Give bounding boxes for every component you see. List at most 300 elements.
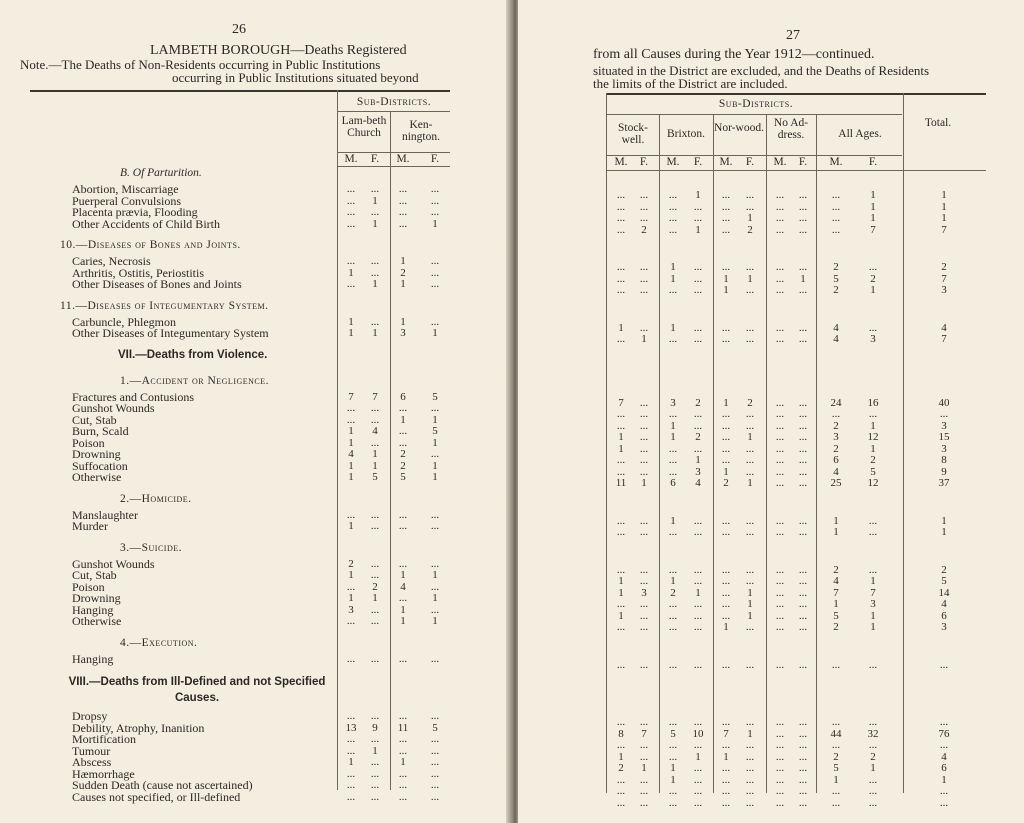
value-cell: ... xyxy=(346,183,356,195)
value-cell: 1 xyxy=(400,278,406,290)
value-cell: ... xyxy=(639,272,649,285)
value-cell: ... xyxy=(616,773,626,786)
value-cell: ... xyxy=(668,526,678,538)
value-cell: 1 xyxy=(432,459,438,472)
value-cell: 1 xyxy=(870,284,876,296)
note-line-2: occurring in Public Institutions situated beyond xyxy=(172,70,419,85)
value-cell: 2 xyxy=(833,442,839,455)
value-cell: ... xyxy=(775,563,785,576)
value-cell: ... xyxy=(616,465,626,478)
value-cell: 1 xyxy=(618,431,624,443)
value-cell: ... xyxy=(798,419,808,432)
row-label: Poison xyxy=(72,579,105,594)
value-cell: 1 xyxy=(372,327,378,339)
value-cell: 1 xyxy=(723,272,729,285)
value-cell: ... xyxy=(668,223,678,236)
total-cell: 40 xyxy=(938,396,950,409)
value-cell: 4 xyxy=(372,425,378,437)
value-cell: ... xyxy=(430,756,440,768)
value-cell: ... xyxy=(639,563,649,576)
value-cell: 1 xyxy=(870,762,876,774)
value-cell: 13 xyxy=(345,721,357,734)
value-cell: ... xyxy=(616,408,626,420)
value-cell: 1 xyxy=(747,586,753,599)
value-cell: ... xyxy=(693,716,703,728)
value-cell: ... xyxy=(430,315,440,328)
value-cell: 1 xyxy=(372,217,378,230)
value-cell: ... xyxy=(745,200,755,213)
value-cell: ... xyxy=(346,580,356,593)
total-cell: 1 xyxy=(941,200,947,213)
total-cell: 2 xyxy=(941,563,947,576)
value-cell: 1 xyxy=(870,189,876,201)
value-cell: 2 xyxy=(695,396,701,409)
value-cell: ... xyxy=(616,261,626,273)
value-cell: 1 xyxy=(400,603,406,616)
value-cell: ... xyxy=(798,750,808,763)
total-cell: 4 xyxy=(941,321,947,334)
value-cell: ... xyxy=(775,261,785,273)
value-cell: 5 xyxy=(833,272,839,285)
value-cell: ... xyxy=(693,212,703,224)
value-cell: ... xyxy=(798,477,808,489)
value-cell: 4 xyxy=(348,448,354,460)
value-cell: ... xyxy=(721,431,731,443)
value-cell: ... xyxy=(775,333,785,345)
value-cell: ... xyxy=(745,333,755,345)
value-cell: ... xyxy=(430,194,440,207)
value-cell: ... xyxy=(798,333,808,345)
value-cell: ... xyxy=(721,321,731,334)
value-cell: ... xyxy=(668,212,678,224)
value-cell: ... xyxy=(398,217,408,230)
value-cell: ... xyxy=(745,442,755,455)
value-cell: ... xyxy=(346,508,356,521)
row-label: Hanging xyxy=(72,602,114,617)
value-cell: ... xyxy=(775,739,785,751)
value-cell: ... xyxy=(775,223,785,236)
total-cell: 14 xyxy=(938,586,950,599)
value-cell: ... xyxy=(668,563,678,576)
value-cell: ... xyxy=(831,200,841,213)
value-cell: ... xyxy=(346,255,356,267)
value-cell: 1 xyxy=(670,272,676,285)
value-cell: ... xyxy=(639,773,649,786)
value-cell: 2 xyxy=(747,223,753,236)
value-cell: ... xyxy=(370,615,380,627)
value-cell: ... xyxy=(868,785,878,797)
total-cell: 3 xyxy=(941,442,947,455)
value-cell: ... xyxy=(639,442,649,455)
value-cell: ... xyxy=(430,508,440,521)
total-cell: ... xyxy=(939,739,949,751)
value-cell: ... xyxy=(798,431,808,443)
value-cell: 1 xyxy=(372,194,378,207)
table-row xyxy=(518,284,1024,297)
value-cell: 1 xyxy=(618,586,624,599)
value-cell: ... xyxy=(798,609,808,622)
value-cell: 9 xyxy=(372,721,378,734)
value-cell: 1 xyxy=(695,223,701,236)
section-heading: 4.—Execution. xyxy=(120,636,198,649)
value-cell: ... xyxy=(370,183,380,195)
page-number: 27 xyxy=(786,28,800,43)
value-cell: ... xyxy=(616,526,626,538)
value-cell: ... xyxy=(668,333,678,345)
value-cell: ... xyxy=(745,716,755,728)
table-row xyxy=(72,615,452,628)
value-cell: 2 xyxy=(833,284,839,296)
total-cell: 1 xyxy=(941,514,947,527)
value-cell: ... xyxy=(868,321,878,334)
table-row xyxy=(72,327,452,340)
value-cell: 1 xyxy=(618,750,624,763)
value-cell: ... xyxy=(693,321,703,334)
value-cell: ... xyxy=(798,727,808,740)
value-cell: ... xyxy=(398,733,408,745)
value-cell: ... xyxy=(616,658,626,671)
value-cell: ... xyxy=(430,557,440,570)
value-cell: ... xyxy=(721,563,731,576)
total-cell: 5 xyxy=(941,575,947,587)
value-cell: ... xyxy=(775,396,785,409)
value-cell: 1 xyxy=(870,212,876,224)
value-cell: ... xyxy=(745,563,755,576)
value-cell: ... xyxy=(831,223,841,236)
row-label: Burn, Scald xyxy=(72,424,129,438)
value-cell: ... xyxy=(430,790,440,803)
value-cell: 5 xyxy=(372,471,378,483)
total-cell: 4 xyxy=(941,598,947,610)
value-cell: ... xyxy=(693,762,703,774)
value-cell: ... xyxy=(398,710,408,722)
value-cell: ... xyxy=(831,785,841,797)
total-cell: 1 xyxy=(941,212,947,224)
value-cell: ... xyxy=(745,575,755,587)
value-cell: ... xyxy=(721,762,731,774)
value-cell: ... xyxy=(721,261,731,273)
value-cell: 2 xyxy=(870,750,876,763)
value-cell: 1 xyxy=(348,569,354,581)
value-cell: 1 xyxy=(747,212,753,224)
mf-header: F. xyxy=(693,156,703,168)
value-cell: 1 xyxy=(670,321,676,334)
value-cell: ... xyxy=(398,779,408,791)
total-cell: ... xyxy=(939,785,949,797)
value-cell: 3 xyxy=(641,586,647,599)
value-cell: ... xyxy=(693,419,703,432)
value-cell: ... xyxy=(370,315,380,328)
value-cell: ... xyxy=(831,796,841,809)
row-label: Cut, Stab xyxy=(72,568,117,582)
value-cell: ... xyxy=(798,284,808,296)
value-cell: ... xyxy=(398,402,408,414)
value-cell: ... xyxy=(668,658,678,671)
value-cell: ... xyxy=(745,454,755,466)
value-cell: ... xyxy=(745,526,755,538)
value-cell: 3 xyxy=(870,598,876,610)
table-row xyxy=(72,471,452,484)
value-cell: 5 xyxy=(870,465,876,478)
value-cell: ... xyxy=(775,477,785,489)
right-page xyxy=(518,0,1024,823)
value-cell: 1 xyxy=(833,526,839,538)
row-label: Otherwise xyxy=(72,470,122,484)
value-cell: 1 xyxy=(348,315,354,328)
table-row xyxy=(72,218,452,231)
row-label: Otherwise xyxy=(72,614,122,628)
value-cell: ... xyxy=(775,762,785,774)
value-cell: 25 xyxy=(830,477,842,489)
value-cell: ... xyxy=(639,739,649,751)
value-cell: ... xyxy=(430,266,440,279)
value-cell: ... xyxy=(798,762,808,774)
value-cell: ... xyxy=(693,514,703,527)
value-cell: ... xyxy=(798,223,808,236)
value-cell: ... xyxy=(775,454,785,466)
value-cell: ... xyxy=(775,442,785,455)
value-cell: 4 xyxy=(833,333,839,345)
value-cell: 1 xyxy=(432,413,438,426)
mf-header: F. xyxy=(430,153,440,165)
row-label: Abortion, Miscarriage xyxy=(72,182,179,196)
value-cell: 1 xyxy=(432,569,438,581)
value-cell: ... xyxy=(370,255,380,267)
value-cell: ... xyxy=(639,750,649,763)
value-cell: 7 xyxy=(348,390,354,403)
group-header: Brixton. xyxy=(666,128,705,140)
value-cell: 1 xyxy=(670,773,676,786)
value-cell: 1 xyxy=(833,514,839,527)
value-cell: ... xyxy=(370,557,380,570)
value-cell: ... xyxy=(430,603,440,616)
value-cell: 1 xyxy=(695,750,701,763)
value-cell: ... xyxy=(639,785,649,797)
rule xyxy=(338,111,450,112)
value-cell: ... xyxy=(639,189,649,201)
row-label: Placenta prævia, Flooding xyxy=(72,205,198,219)
value-cell: 3 xyxy=(400,327,406,339)
value-cell: ... xyxy=(798,200,808,213)
value-cell: ... xyxy=(668,739,678,751)
value-cell: 7 xyxy=(372,390,378,403)
value-cell: ... xyxy=(693,739,703,751)
value-cell: ... xyxy=(639,526,649,538)
section-heading: 2.—Homicide. xyxy=(120,492,192,505)
mf-header: F. xyxy=(798,156,808,168)
value-cell: 1 xyxy=(432,436,438,449)
value-cell: ... xyxy=(798,658,808,671)
value-cell: 4 xyxy=(400,580,406,593)
mf-header: M. xyxy=(829,156,843,168)
value-cell: 1 xyxy=(400,569,406,581)
value-cell: 1 xyxy=(870,575,876,587)
value-cell: ... xyxy=(868,408,878,420)
row-label: Caries, Necrosis xyxy=(72,254,151,268)
value-cell: ... xyxy=(346,744,356,757)
value-cell: ... xyxy=(831,658,841,671)
row-label: Drowning xyxy=(72,591,121,605)
value-cell: ... xyxy=(721,212,731,224)
value-cell: ... xyxy=(430,402,440,414)
value-cell: ... xyxy=(721,514,731,527)
value-cell: ... xyxy=(798,396,808,409)
row-label: Other Accidents of Child Birth xyxy=(72,216,220,231)
total-cell: 9 xyxy=(941,465,947,478)
total-cell: ... xyxy=(939,716,949,728)
value-cell: 1 xyxy=(723,621,729,633)
rule xyxy=(606,170,986,171)
value-cell: ... xyxy=(693,563,703,576)
value-cell: ... xyxy=(398,425,408,437)
value-cell: ... xyxy=(693,598,703,610)
total-cell: 37 xyxy=(938,477,950,489)
value-cell: ... xyxy=(693,785,703,797)
value-cell: ... xyxy=(430,183,440,195)
value-cell: 11 xyxy=(615,477,627,489)
row-label: Other Diseases of Bones and Joints xyxy=(72,277,242,291)
value-cell: ... xyxy=(370,652,380,665)
value-cell: ... xyxy=(775,586,785,599)
value-cell: 1 xyxy=(372,278,378,290)
value-cell: 4 xyxy=(833,575,839,587)
value-cell: ... xyxy=(398,194,408,207)
value-cell: 1 xyxy=(400,315,406,328)
value-cell: 1 xyxy=(432,592,438,604)
value-cell: 7 xyxy=(618,396,624,409)
table-row xyxy=(518,224,1024,237)
value-cell: ... xyxy=(668,750,678,763)
row-label: Dropsy xyxy=(72,709,108,723)
value-cell: 1 xyxy=(348,425,354,437)
row-label: Arthritis, Ostitis, Periostitis xyxy=(72,265,205,280)
value-cell: ... xyxy=(775,785,785,797)
value-cell: ... xyxy=(616,739,626,751)
value-cell: 2 xyxy=(641,223,647,236)
value-cell: ... xyxy=(430,779,440,791)
value-cell: 1 xyxy=(400,756,406,768)
value-cell: ... xyxy=(745,419,755,432)
row-label: Causes not specified, or Ill-defined xyxy=(72,789,241,804)
value-cell: 3 xyxy=(348,603,354,616)
value-cell: ... xyxy=(668,454,678,466)
row-label: Murder xyxy=(72,519,108,533)
value-cell: ... xyxy=(798,212,808,224)
table-row xyxy=(518,621,1024,634)
value-cell: 2 xyxy=(618,762,624,774)
value-cell: ... xyxy=(693,575,703,587)
table-row xyxy=(72,791,452,804)
value-cell: ... xyxy=(668,621,678,633)
value-cell: 1 xyxy=(723,284,729,296)
value-cell: 1 xyxy=(695,454,701,466)
value-cell: ... xyxy=(798,785,808,797)
value-cell: ... xyxy=(616,454,626,466)
value-cell: ... xyxy=(745,465,755,478)
value-cell: 1 xyxy=(372,459,378,472)
value-cell: 1 xyxy=(723,465,729,478)
value-cell: ... xyxy=(370,436,380,449)
value-cell: ... xyxy=(370,767,380,780)
value-cell: ... xyxy=(745,796,755,809)
value-cell: ... xyxy=(745,658,755,671)
value-cell: ... xyxy=(616,621,626,633)
value-cell: ... xyxy=(616,563,626,576)
value-cell: 1 xyxy=(670,419,676,432)
value-cell: ... xyxy=(370,508,380,521)
value-cell: ... xyxy=(775,575,785,587)
value-cell: 2 xyxy=(747,396,753,409)
value-cell: ... xyxy=(798,773,808,786)
value-cell: 1 xyxy=(348,592,354,604)
value-cell: ... xyxy=(798,465,808,478)
value-cell: 1 xyxy=(618,609,624,622)
value-cell: ... xyxy=(398,767,408,780)
value-cell: 3 xyxy=(670,396,676,409)
value-cell: ... xyxy=(668,284,678,296)
value-cell: 5 xyxy=(833,609,839,622)
value-cell: ... xyxy=(721,609,731,622)
value-cell: 1 xyxy=(641,477,647,489)
value-cell: ... xyxy=(346,217,356,230)
value-cell: 1 xyxy=(372,448,378,460)
row-label: Gunshot Wounds xyxy=(72,556,155,571)
value-cell: ... xyxy=(775,750,785,763)
total-cell: 6 xyxy=(941,762,947,774)
value-cell: 2 xyxy=(670,586,676,599)
value-cell: ... xyxy=(798,796,808,809)
value-cell: ... xyxy=(398,436,408,449)
value-cell: ... xyxy=(721,442,731,455)
value-cell: ... xyxy=(668,598,678,610)
value-cell: ... xyxy=(693,658,703,671)
row-label: Fractures and Contusions xyxy=(72,389,194,404)
value-cell: ... xyxy=(868,526,878,538)
value-cell: ... xyxy=(721,785,731,797)
total-cell: 8 xyxy=(941,454,947,466)
value-cell: ... xyxy=(398,652,408,665)
value-cell: 1 xyxy=(723,396,729,409)
value-cell: 5 xyxy=(432,390,438,403)
total-cell: 3 xyxy=(941,419,947,432)
value-cell: ... xyxy=(798,739,808,751)
value-cell: ... xyxy=(639,396,649,409)
value-cell: ... xyxy=(639,419,649,432)
value-cell: 1 xyxy=(747,598,753,610)
value-cell: ... xyxy=(370,603,380,616)
left-page xyxy=(0,0,510,823)
value-cell: 1 xyxy=(670,514,676,527)
value-cell: ... xyxy=(798,454,808,466)
value-cell: ... xyxy=(798,598,808,610)
value-cell: ... xyxy=(868,658,878,671)
value-cell: ... xyxy=(775,284,785,296)
total-cell: 76 xyxy=(938,727,950,740)
value-cell: 1 xyxy=(400,615,406,627)
rule xyxy=(606,93,986,95)
value-cell: ... xyxy=(721,739,731,751)
value-cell: ... xyxy=(398,790,408,803)
value-cell: ... xyxy=(668,442,678,455)
rule xyxy=(338,166,450,167)
value-cell: 5 xyxy=(670,727,676,740)
row-label: Cut, Stab xyxy=(72,412,117,427)
group-header: Lam-beth Church xyxy=(341,115,387,139)
row-label: Drowning xyxy=(72,447,121,461)
value-cell: ... xyxy=(668,785,678,797)
value-cell: 3 xyxy=(695,465,701,478)
value-cell: ... xyxy=(430,733,440,745)
